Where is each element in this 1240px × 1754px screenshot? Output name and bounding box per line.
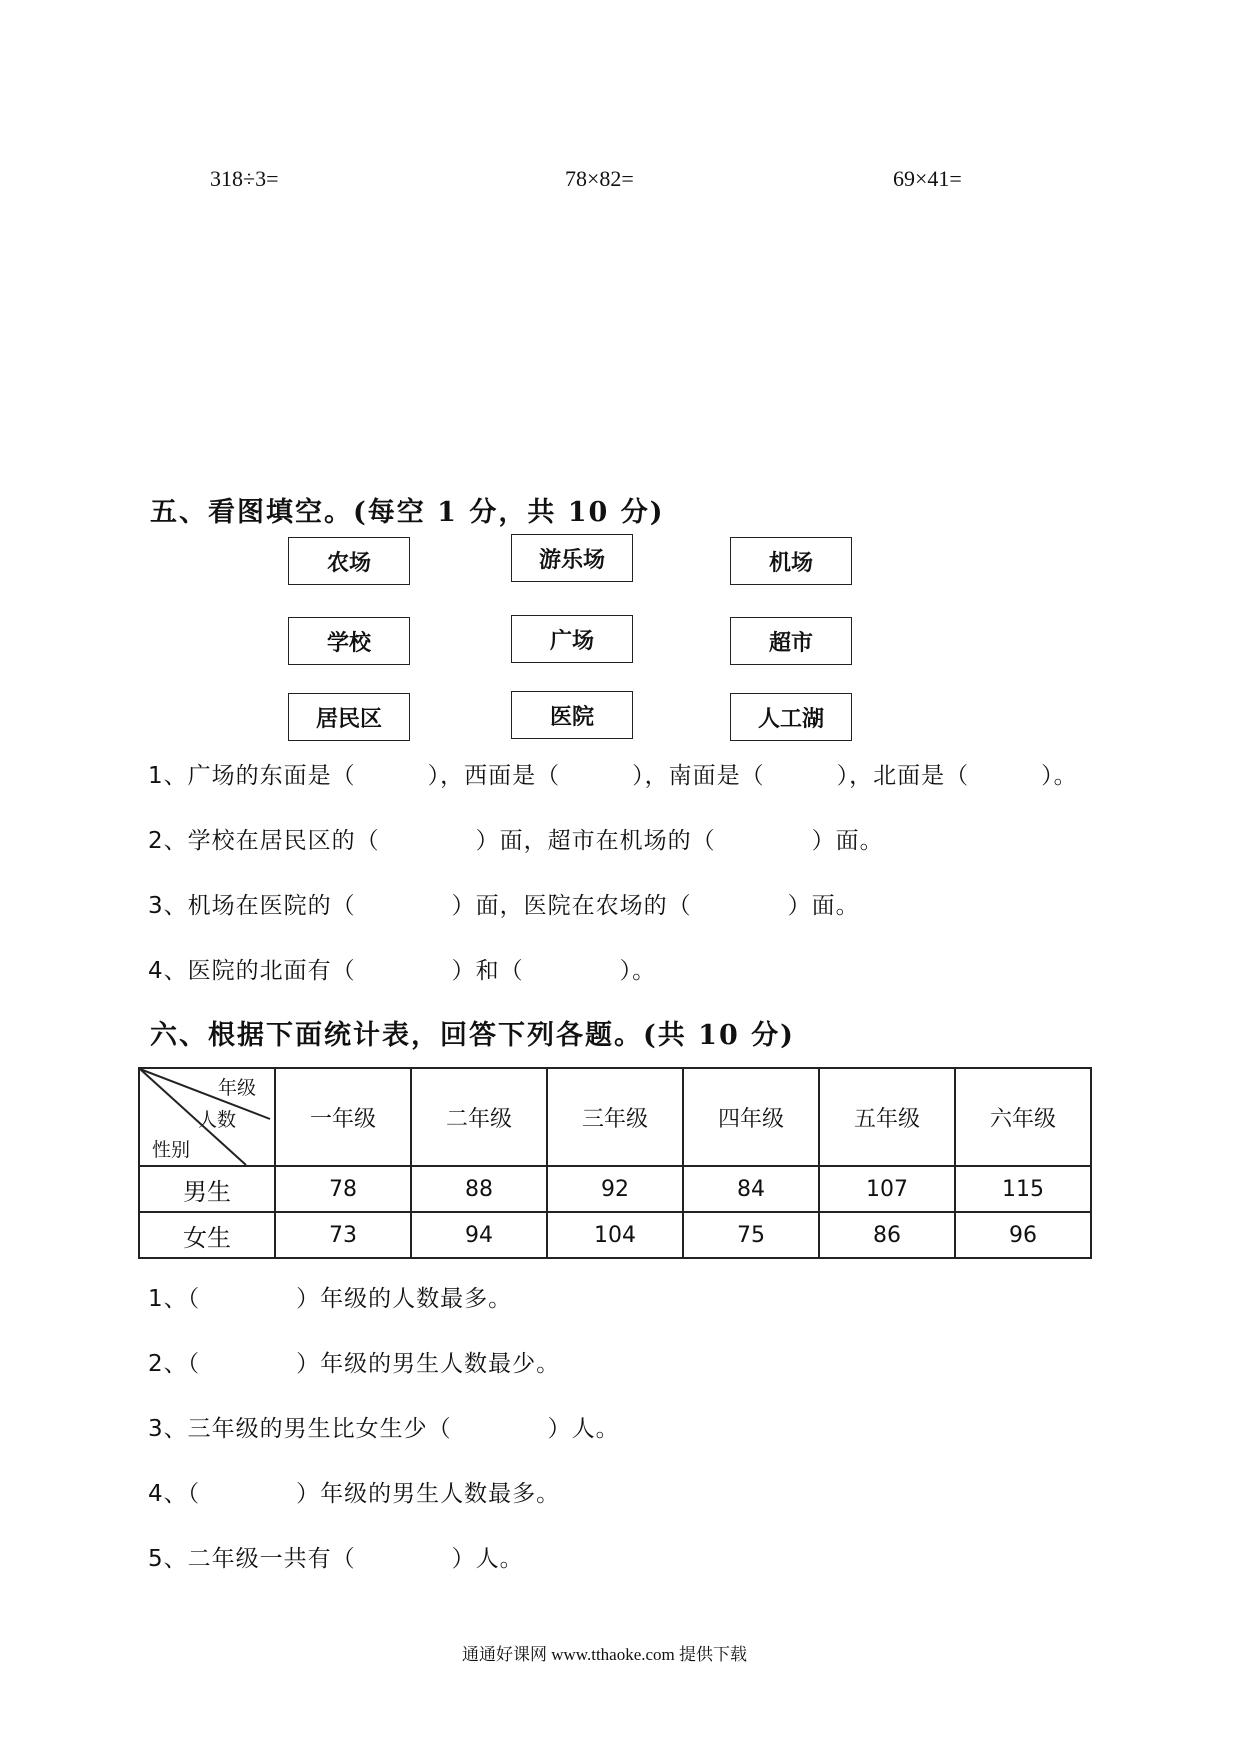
place-box-amusement-park: 游乐场	[511, 534, 633, 582]
statistics-table	[138, 1067, 1092, 1259]
section-6-question-3: 3、三年级的男生比女生少（ ）人。	[148, 1416, 620, 1442]
place-box-square: 广场	[511, 615, 633, 663]
table-row-boys	[139, 1166, 1091, 1212]
grade-header: 三年级	[547, 1068, 683, 1166]
table-cell: 78	[275, 1166, 411, 1212]
section-5-question-4: 4、医院的北面有（ ）和（ ）。	[148, 958, 657, 984]
section-5-question-3: 3、机场在医院的（ ）面，医院在农场的（ ）面。	[148, 893, 860, 919]
table-header-row	[139, 1068, 1091, 1166]
place-box-airport: 机场	[730, 537, 852, 585]
section-6-question-2: 2、（ ）年级的男生人数最少。	[148, 1351, 561, 1377]
section-6-question-5: 5、二年级一共有（ ）人。	[148, 1546, 524, 1572]
calc-problem-1: 318÷3=	[210, 166, 279, 191]
grade-header: 五年级	[819, 1068, 955, 1166]
table-row-girls	[139, 1212, 1091, 1258]
place-box-farm: 农场	[288, 537, 410, 585]
table-cell: 75	[683, 1212, 819, 1258]
grade-header: 四年级	[683, 1068, 819, 1166]
section-6-title: 六、根据下面统计表，回答下列各题。(共 10 分)	[150, 1020, 795, 1051]
table-cell: 92	[547, 1166, 683, 1212]
table-cell: 96	[955, 1212, 1091, 1258]
grade-header: 六年级	[955, 1068, 1091, 1166]
row-label-girls: 女生	[139, 1212, 275, 1258]
calc-problem-2: 78×82=	[565, 166, 634, 191]
corner-label-count: 人数	[198, 1109, 237, 1131]
table-cell: 86	[819, 1212, 955, 1258]
calc-problem-3: 69×41=	[893, 166, 962, 191]
row-label-boys: 男生	[139, 1166, 275, 1212]
place-box-supermarket: 超市	[730, 617, 852, 665]
section-5-title: 五、看图填空。(每空 1 分，共 10 分)	[150, 497, 665, 528]
table-cell: 115	[955, 1166, 1091, 1212]
section-5-question-1: 1、广场的东面是（ ），西面是（ ），南面是（ ），北面是（ ）。	[148, 763, 1078, 789]
grade-header: 二年级	[411, 1068, 547, 1166]
grade-header: 一年级	[275, 1068, 411, 1166]
section-5-question-2: 2、学校在居民区的（ ）面，超市在机场的（ ）面。	[148, 828, 884, 854]
section-6-question-1: 1、（ ）年级的人数最多。	[148, 1286, 513, 1312]
place-box-residential: 居民区	[288, 693, 410, 741]
table-cell: 84	[683, 1166, 819, 1212]
place-box-hospital: 医院	[511, 691, 633, 739]
corner-label-gender: 性别	[152, 1139, 191, 1161]
table-cell: 107	[819, 1166, 955, 1212]
corner-label-grade: 年级	[218, 1077, 257, 1099]
table-cell: 104	[547, 1212, 683, 1258]
table-cell: 94	[411, 1212, 547, 1258]
diagonal-header-cell	[139, 1068, 275, 1166]
table-cell: 88	[411, 1166, 547, 1212]
page-footer: 通通好课网 www.tthaoke.com 提供下载	[462, 1645, 748, 1664]
table-cell: 73	[275, 1212, 411, 1258]
section-6-question-4: 4、（ ）年级的男生人数最多。	[148, 1481, 561, 1507]
place-box-school: 学校	[288, 617, 410, 665]
place-box-lake: 人工湖	[730, 693, 852, 741]
